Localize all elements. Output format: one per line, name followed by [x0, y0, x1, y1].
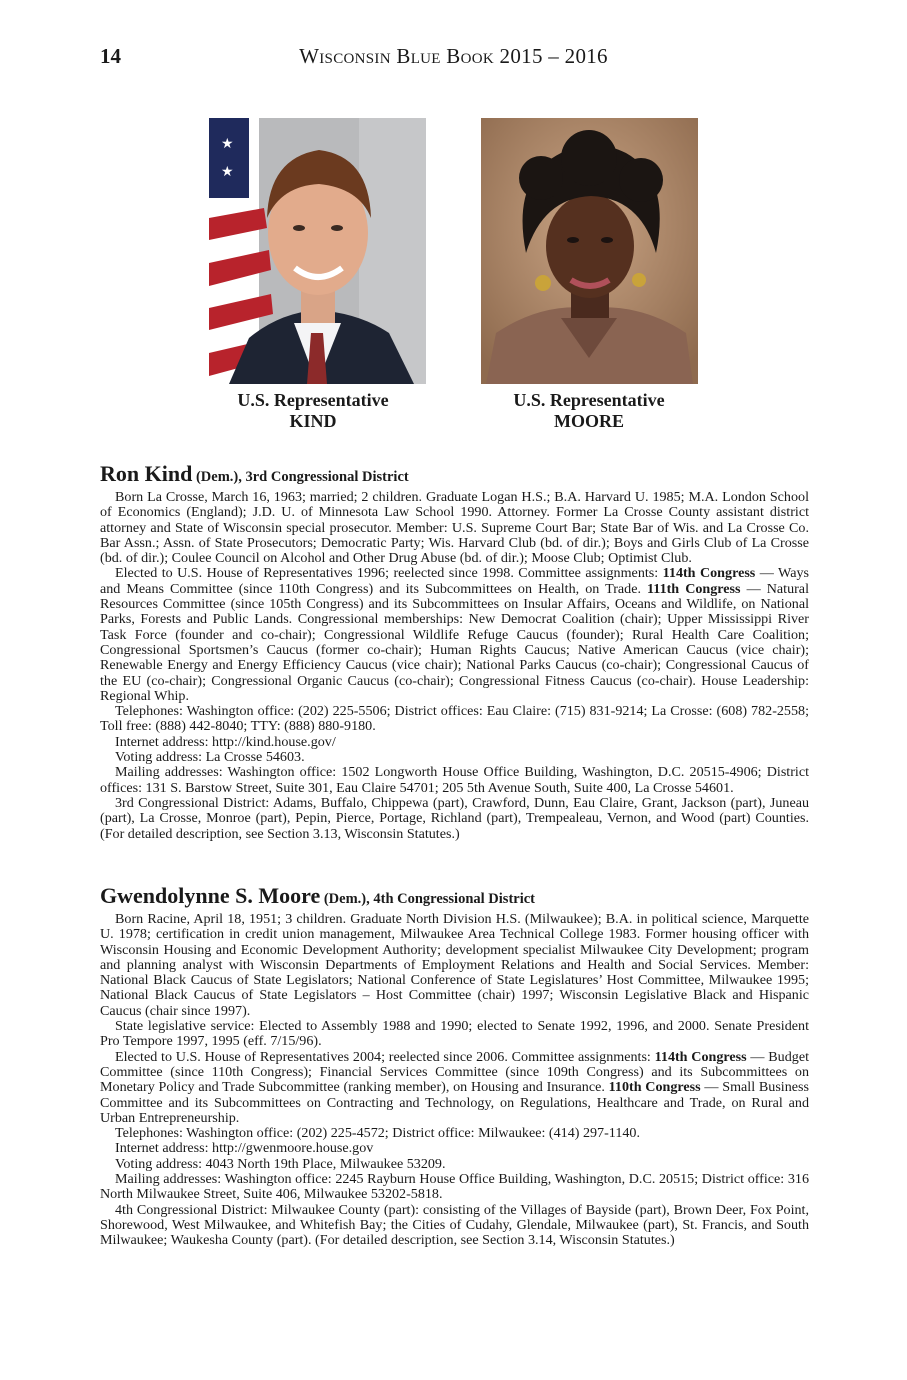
kind-voting-address: Voting address: La Crosse 54603.: [115, 749, 305, 766]
kind-party-district: (Dem.), 3rd Congressional District: [192, 469, 409, 485]
moore-congress-service: [100, 1050, 809, 1126]
kind-service-text-2: — Ways and Means Committee (since 110th Congress) and its Subcommittees on Health, on Trade.: [100, 565, 809, 597]
moore-service-text-2: — Budget Committee (since 110th Congress); Financial Services Committee (since 109th Congress) and its Subcommittees on Monetary Policy and Trade Subcommittee (ranking member), on Housing and Insurance.: [100, 1048, 809, 1096]
kind-caption-surname: KIND: [289, 411, 337, 431]
svg-text:★: ★: [221, 165, 234, 180]
moore-district-description: 4th Congressional District: Milwaukee County (part): consisting of the Villages of Bayside (part), Brown Deer, Fox Point, Shorewood, West Milwaukee, and Whitefish Bay; the Cities of Cudahy, Glendale, Milwaukee (part), St. Francis, and South Milwaukee; Waukesha County (part). (For detailed description, see Section 3.14, Wisconsin Statutes.): [100, 1201, 809, 1249]
moore-portrait-photo: [481, 118, 698, 384]
kind-personal-paragraph: Born La Crosse, March 16, 1963; married; 2 children. Graduate Logan H.S.; B.A. Harvard U. 1985; M.A. London School of Economics (England); J.D. U. of Minnesota Law School 1990. Attorney. Former La Crosse County assistant district attorney and State of Wisconsin special prosecutor. Member: U.S. Supreme Court Bar; State Bar of Wis. and La Crosse Co. Bar Assn.; Assn. of State Prosecutors; Democratic Party; Wis. Harvard Club (bd. of dir.); Boys and Girls Club of La Crosse (bd. of dir.); Coulee Council on Alcohol and Other Drug Abuse (bd. of dir.); Moose Club; Optimist Club.: [100, 489, 809, 567]
moore-personal-paragraph: Born Racine, April 18, 1951; 3 children. Graduate North Division H.S. (Milwaukee); B.A. in political science, Marquette U. 1978; certification in credit union management, Milwaukee Area Technical College 1983. Former housing officer with Wisconsin Housing and Economic Development Authority; development specialist Milwaukee City Development; program and planning analyst with Wisconsin Departments of Employment Relations and Health and Social Services. Member: National Black Caucus of State Legislators; National Conference of State Legislatures’ Host Committee, Milwaukee 1995; National Black Caucus of State Legislators – Host Committee (chair) 1997; Wisconsin Legislative Black and Hispanic Caucus (chair since 1997).: [100, 911, 809, 1019]
kind-service-paragraph: [100, 566, 809, 704]
moore-biography: [100, 884, 809, 1249]
kind-biography: [100, 462, 809, 842]
moore-caption-surname: MOORE: [554, 411, 624, 431]
kind-name: Ron Kind: [100, 461, 193, 486]
kind-telephones: Telephones: Washington office: (202) 225-5506; District offices: Eau Claire: (715) 831-9214; La Crosse: (608) 782-2558; Toll free: (888) 442-8040; TTY: (888) 880-9180.: [100, 703, 809, 735]
running-title: Wisconsin Blue Book 2015 – 2016: [299, 44, 608, 68]
kind-service-text-1: Elected to U.S. House of Representatives 1996; reelected since 1998. Committee assignments:: [115, 565, 663, 582]
kind-caption-title: U.S. Representative: [237, 390, 389, 410]
moore-mailing-addresses: Mailing addresses: Washington office: 2245 Rayburn House Office Building, Washington, D.C. 20515; District office: 316 North Milwaukee Street, Suite 406, Milwaukee 53202-5818.: [100, 1171, 809, 1203]
moore-service-text-1: Elected to U.S. House of Representatives 2004; reelected since 2006. Committee assignments:: [115, 1048, 655, 1065]
moore-voting-address: Voting address: 4043 North 19th Place, Milwaukee 53209.: [115, 1155, 446, 1172]
moore-state-service: State legislative service: Elected to Assembly 1988 and 1990; elected to Senate 1992, 1996, and 2000. Senate President Pro Tempore 1997, 1995 (eff. 7/15/96).: [100, 1018, 809, 1050]
kind-portrait-photo: [209, 118, 426, 384]
moore-service-text-3: — Small Business Committee and its Subcommittees on Contracting and Technology, on Regulations, Healthcare and Trade, on Rural and Urban Entrepreneurship.: [100, 1079, 809, 1126]
kind-congress-114: 114th Congress: [662, 565, 756, 582]
kind-district-description: 3rd Congressional District: Adams, Buffalo, Chippewa (part), Crawford, Dunn, Eau Claire, Grant, Jackson (part), Juneau (part), La Crosse, Monroe (part), Pepin, Pierce, Portage, Richland (part), Trempealeau, Vernon, and Wood (part) Counties. (For detailed description, see Section 3.13, Wisconsin Statutes.): [100, 794, 809, 842]
svg-text:★: ★: [221, 137, 234, 152]
moore-telephones: Telephones: Washington office: (202) 225-4572; District office: Milwaukee: (414) 297-1140.: [115, 1125, 640, 1142]
kind-mailing-addresses: Mailing addresses: Washington office: 1502 Longworth House Office Building, Washington, D.C. 20515-4906; District offices: 131 S. Barstow Street, Suite 301, Eau Claire 54701; 205 5th Avenue South, Suite 400, La Crosse 54601.: [100, 764, 809, 796]
moore-name: Gwendolynne S. Moore: [100, 883, 321, 908]
kind-service-text-3: — Natural Resources Committee (since 105th Congress) and its Subcommittees on Insular Affairs, Oceans and Wildlife, on National Parks, Forests and Public Lands. Congressional memberships: New Democrat Coalition (chair); Upper Mississippi River Task Force (founder and co-chair); Congressional Wildlife Refuge Caucus (founder); Rural Health Care Coalition; Congressional Sportsmen’s Caucus (former co-chair); Human Rights Caucus; Native American Caucus (vice chair); Renewable Energy and Energy Efficiency Caucus (vice chair); National Parks Caucus (co-chair); Congressional Caucus of the EU (co-chair); Congressional Organic Caucus (co-chair); Congressional Fitness Caucus (co-chair). House Leadership: Regional Whip.: [100, 580, 809, 704]
kind-internet-address: Internet address: http://kind.house.gov/: [115, 733, 336, 750]
moore-party-district: (Dem.), 4th Congressional District: [320, 891, 536, 907]
moore-photo-caption: [439, 390, 739, 432]
moore-caption-title: U.S. Representative: [513, 390, 665, 410]
kind-photo-caption: [163, 390, 463, 432]
kind-congress-111: 111th Congress: [647, 580, 741, 597]
moore-congress-110: 110th Congress: [608, 1079, 701, 1096]
kind-heading: [100, 462, 809, 489]
page-number: 14: [100, 44, 121, 68]
moore-internet-address: Internet address: http://gwenmoore.house.gov: [115, 1140, 374, 1157]
moore-congress-114: 114th Congress: [654, 1048, 747, 1065]
moore-heading: [100, 884, 809, 911]
